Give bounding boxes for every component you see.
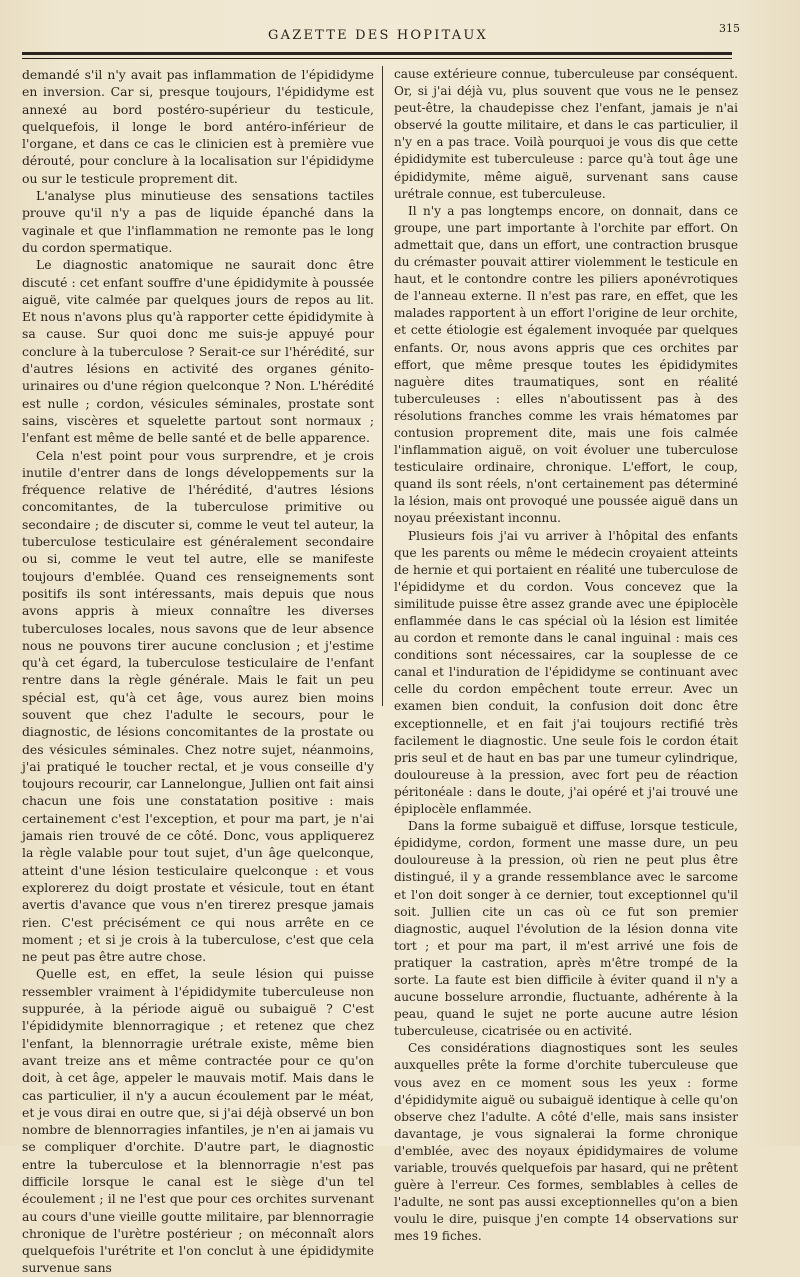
paragraph: Dans la forme subaiguë et diffuse, lorsque testicule, épididyme, cordon, forment une masse dure, un peu douloureuse à la pression, où rien ne peut plus être distingué, il y a grande ressemblance avec le sarcome et l'on doit songer à ce dernier, tout exceptionnel qu'il soit. Jullien cite un cas où ce fut son premier diagnostic, auquel l'évolution de la lésion donna vite tort ; et pour ma part, il m'est arrivé une fois de pratiquer la castration, après m'être trompé de la sorte. La faute est bien difficile à éviter quand il n'y a aucune bosselure arrondie, fluctuante, adhérente à la peau, quand le sujet ne porte aucune autre lésion tuberculeuse, cicatrisée ou en activité. [394,819,738,1039]
paragraph: Plusieurs fois j'ai vu arriver à l'hôpital des enfants que les parents ou même le médecin croyaient atteints de hernie et qui portaient en réalité une tuberculose de l'épididyme et du cordon. Vous concevez que la similitude puisse être assez grande avec une épiplocèle enflammée dans le cas spécial où la lésion est limitée au cordon et remonte dans le canal inguinal : mais ces conditions sont nécessaires, car la souplesse de ce canal et l'induration de l'épididyme se continuant avec celle du cordon empêchent toute erreur. Avec un examen bien conduit, la confusion doit donc être exceptionnelle, et en fait j'ai toujours rectifié très facilement le diagnostic. Une seule fois le cordon était pris seul et de haut en bas par une tumeur cylindrique, douloureuse à la pression, avec fort peu de réaction péritonéale : dans le doute, j'ai opéré et j'ai trouvé une épiplocèle enflammée. [394,528,738,817]
journal-title: GAZETTE DES HOPITAUX [268,28,488,43]
paragraph: Quelle est, en effet, la seule lésion qui puisse ressembler vraiment à l'épididymite tuberculeuse non suppurée, à la période aiguë ou subaiguë ? C'est l'épididymite blennorragique ; et retenez que chez l'enfant, la blennorragie urétrale existe, même bien avant treize ans et même contractée pour ce qu'on doit, à cet âge, appeler le mauvais motif. Mais dans le cas particulier, il n'y a aucun écoulement par le méat, et je vous dirai en outre que, si j'ai déjà observé un bon nombre de blennorragies infantiles, je n'en ai jamais vu se compliquer d'orchite. D'autre part, le diagnostic entre la tuberculose et la blennorragie n'est pas difficile lorsque le canal est le siège d'un tel écoulement ; il ne l'est que pour ces orchites survenant au cours d'une vieille goutte militaire, par blennorragie chronique de l'urètre postérieur ; on méconnaît alors quelquefois l'urétrite et l'on conclut à une épididymite survenue sans [22,966,374,1276]
paragraph: Le diagnostic anatomique ne saurait donc être discuté : cet enfant souffre d'une épididymite à poussée aiguë, vite calmée par quelques jours de repos au lit. Et nous n'avons plus qu'à rapporter cette épididymite à sa cause. Sur quoi donc me suis-je appuyé pour conclure à la tuberculose ? Serait-ce sur l'hérédité, sur d'autres lésions en activité des organes génito-urinaires ou d'une région quelconque ? Non. L'hérédité est nulle ; cordon, vésicules séminales, prostate sont sains, viscères et squelette partout sont normaux ; l'enfant est même de belle santé et de belle apparence. [22,257,374,446]
left-column [22,66,374,1277]
paragraph: cause extérieure connue, tuberculeuse par conséquent. Or, si j'ai déjà vu, plus souvent que vous ne le pensez peut-être, la chaudepisse chez l'enfant, jamais je n'ai observé la goutte militaire, et dans le cas particulier, il n'y en a pas trace. Voilà pourquoi je vous dis que cette épididymite est tuberculeuse : parce qu'à tout âge une épididymite, même aiguë, survenant sans cause urétrale connue, est tuberculeuse. [394,67,738,201]
header-rule-thin [22,58,732,59]
column-divider [382,66,383,706]
header-rule-thick [22,52,732,55]
paragraph: Ces considérations diagnostiques sont les seules auxquelles prête la forme d'orchite tuberculeuse que vous avez en ce moment sous les yeux : forme d'épididymite aiguë ou subaiguë identique à celle qu'on observe chez l'adulte. A côté d'elle, mais sans insister davantage, je vous signalerai la forme chronique d'emblée, avec des noyaux épididymaires de volume variable, trouvés quelquefois par hasard, qui ne prêtent guère à l'erreur. Ces formes, semblables à celles de l'adulte, ne sont pas aussi exceptionnelles qu'on a bien voulu le dire, puisque j'en compte 14 observations sur mes 19 fiches. [394,1041,738,1244]
paragraph: Il n'y a pas longtemps encore, on donnait, dans ce groupe, une part importante à l'orchite par effort. On admettait que, dans un effort, une contraction brusque du crémaster pouvait attirer violemment le testicule en haut, et le contondre contre les piliers aponévrotiques de l'anneau externe. Il n'est pas rare, en effet, que les malades rapportent à un effort l'origine de leur orchite, et cette étiologie est également invoquée par quelques enfants. Or, nous avons appris que ces orchites par effort, que même presque toutes les épididymites naguère dites traumatiques, sont en réalité tuberculeuses : elles n'aboutissent pas à des résolutions franches comme les vrais hématomes par contusion proprement dite, mais une fois calmée l'inflammation aiguë, on voit évoluer une tuberculose testiculaire ordinaire, chronique. L'effort, le coup, quand ils sont réels, n'ont certainement pas déterminé la lésion, mais ont provoqué une poussée aiguë dans un noyau préexistant inconnu. [394,203,738,526]
page-number: 315 [719,22,740,35]
paragraph: demandé s'il n'y avait pas inflammation de l'épididyme en inversion. Car si, presque toujours, l'épididyme est annexé au bord postéro-supérieur du testicule, quelquefois, il longe le bord antéro-inférieur de l'organe, et dans ce cas le clinicien est à première vue dérouté, pour conclure à la localisation sur l'épididyme ou sur le testicule proprement dit. [22,67,374,186]
paragraph: L'analyse plus minutieuse des sensations tactiles prouve qu'il n'y a pas de liquide épanché dans la vaginale et que l'inflammation ne remonte pas le long du cordon spermatique. [22,188,374,255]
page-header [22,22,740,46]
paragraph: Cela n'est point pour vous surprendre, et je crois inutile d'entrer dans de longs développements sur la fréquence relative de l'hérédité, d'autres lésions concomitantes, de la tuberculose primitive ou secondaire ; de discuter si, comme le veut tel auteur, la tuberculose testiculaire est généralement secondaire ou si, comme le veut tel autre, elle se manifeste toujours d'emblée. Quand ces renseignements sont positifs ils sont intéressants, mais depuis que nous avons appris à mieux connaître les diverses tuberculoses locales, nous savons que de leur absence nous ne pouvons tirer aucune conclusion ; et j'estime qu'à cet égard, la tuberculose testiculaire de l'enfant rentre dans la règle générale. Mais le fait un peu spécial est, qu'à cet âge, vous aurez bien moins souvent que chez l'adulte le secours, pour le diagnostic, de lésions concomitantes de la prostate ou des vésicules séminales. Chez notre sujet, néanmoins, j'ai pratiqué le toucher rectal, et je vous conseille d'y toujours recourir, car Lannelongue, Jullien ont fait ainsi chacun une fois une constatation positive : mais certainement c'est l'exception, et pour ma part, je n'ai jamais rien trouvé de ce côté. Donc, vous appliquerez la règle valable pour tout sujet, d'un âge quelconque, atteint d'une lésion testiculaire quelconque : et vous explorerez du doigt prostate et vésicule, tout en étant avertis d'avance que vous n'en tirerez presque jamais rien. C'est précisément ce qui nous arrête en ce moment ; et si je crois à la tuberculose, c'est que cela ne peut pas être autre chose. [22,447,374,965]
right-column [394,66,738,1245]
